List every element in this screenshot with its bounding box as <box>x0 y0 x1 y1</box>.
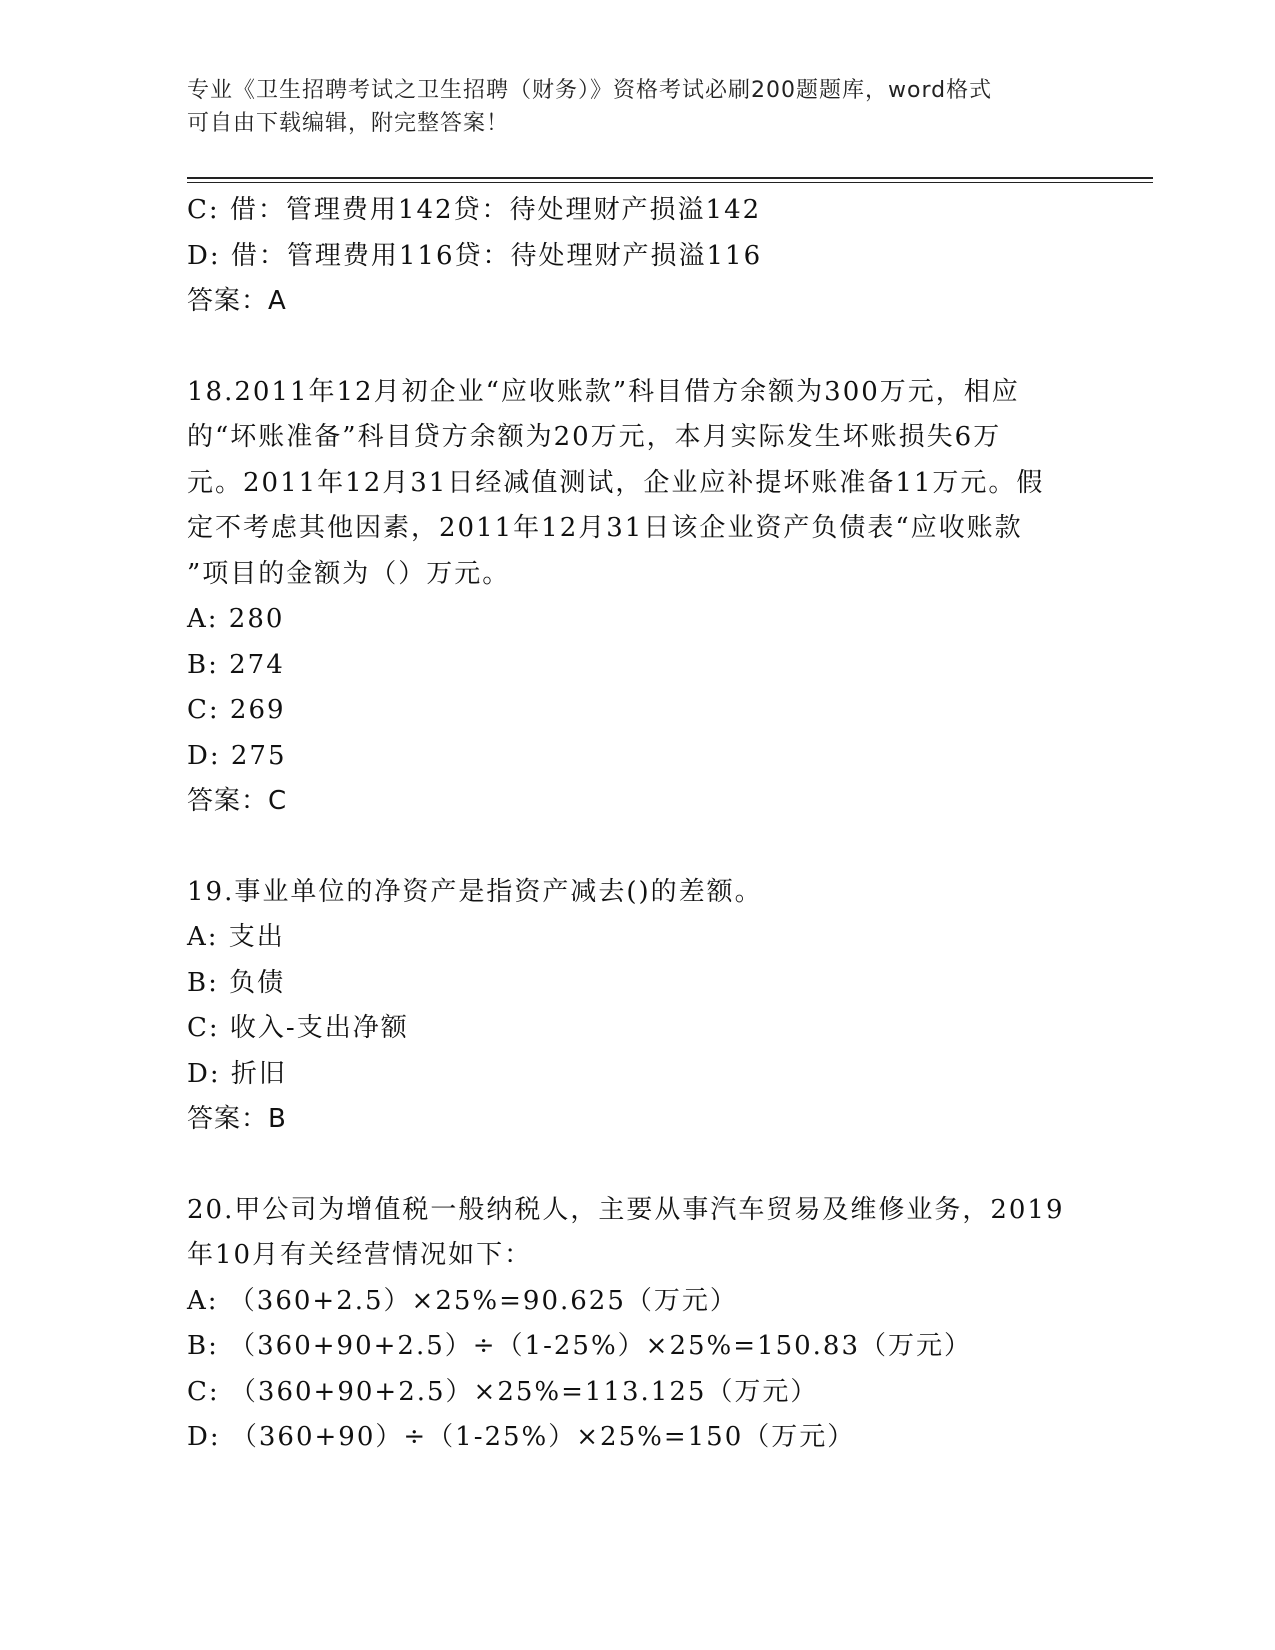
option-b: B: 负债 <box>187 967 286 998</box>
stem-line: 18.2011年12月初企业“应收账款”科目借方余额为300万元，相应 <box>187 376 1020 407</box>
question-list <box>187 188 1087 1461</box>
stem-line: 定不考虑其他因素，2011年12月31日该企业资产负债表“应收账款 <box>187 513 1023 543</box>
stem-line: 20.甲公司为增值税一般纳税人，主要从事汽车贸易及维修业务，2019 <box>187 1194 1065 1225</box>
stem-line: ”项目的金额为（）万元。 <box>187 558 511 589</box>
option-d: D: 275 <box>187 740 287 771</box>
question-19 <box>187 870 1087 1143</box>
header-divider-thin <box>187 182 1153 183</box>
stem-line: 元。2011年12月31日经减值测试，企业应补提坏账准备11万元。假 <box>187 467 1045 498</box>
question-17-tail <box>187 188 1087 325</box>
option-d: D: 折旧 <box>187 1058 287 1089</box>
option-c: C: 收入-支出净额 <box>187 1013 409 1043</box>
answer-label: 答案：B <box>187 1104 287 1134</box>
header-title-line-1: 专业《卫生招聘考试之卫生招聘（财务）》资格考试必刷200题题库，word格式 <box>187 78 993 103</box>
answer-label: 答案：A <box>187 286 287 316</box>
option-a: A: 支出 <box>187 922 285 952</box>
stem-line: 的“坏账准备”科目贷方余额为20万元，本月实际发生坏账损失6万 <box>187 422 1002 452</box>
option-c: C: （360+90+2.5）×25%=113.125（万元） <box>187 1376 819 1407</box>
question-stem <box>187 370 1087 598</box>
answer-label: 答案：C <box>187 786 288 816</box>
header-divider-thick <box>187 177 1153 179</box>
stem-line: 年10月有关经营情况如下： <box>187 1240 533 1270</box>
question-stem: 19.事业单位的净资产是指资产减去()的差额。 <box>187 876 763 907</box>
document-header <box>187 74 1087 140</box>
option-c: C: 269 <box>187 695 286 725</box>
option-c: C: 借：管理费用142贷：待处理财产损溢142 <box>187 195 762 225</box>
question-20 <box>187 1188 1087 1461</box>
option-d: D: （360+90）÷（1-25%）×25%=150（万元） <box>187 1422 856 1452</box>
option-d: D: 借：管理费用116贷：待处理财产损溢116 <box>187 240 763 271</box>
header-title-line-2: 可自由下载编辑，附完整答案！ <box>187 111 510 136</box>
option-a: A: 280 <box>187 604 285 634</box>
question-stem <box>187 1188 1087 1279</box>
option-a: A: （360+2.5）×25%=90.625（万元） <box>187 1285 738 1316</box>
option-b: B: （360+90+2.5）÷（1-25%）×25%=150.83（万元） <box>187 1331 972 1361</box>
question-18 <box>187 370 1087 825</box>
option-b: B: 274 <box>187 649 285 680</box>
